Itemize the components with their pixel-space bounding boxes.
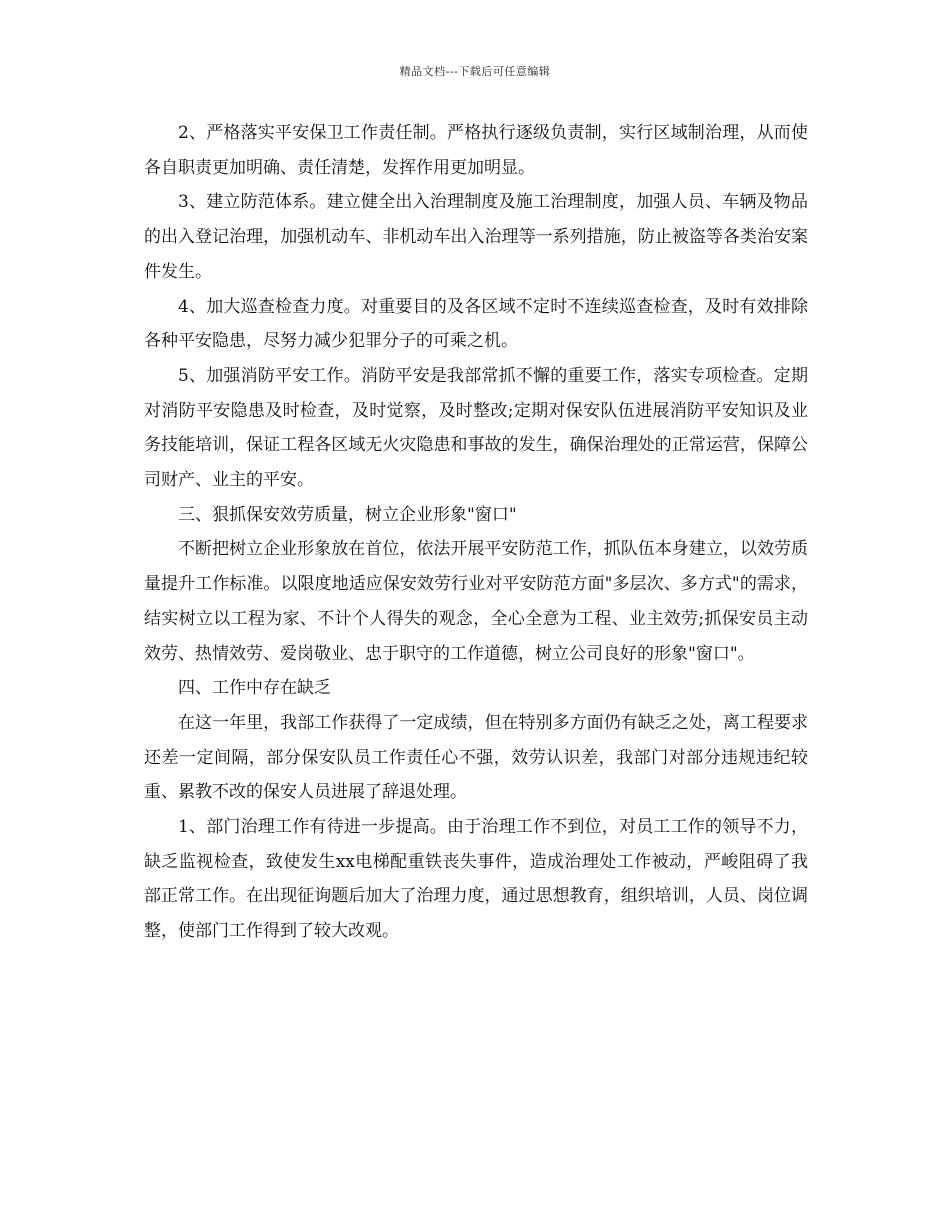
paragraph-prevention-system: 3、建立防范体系。建立健全出入治理制度及施工治理制度，加强人员、车辆及物品的出入登记治理，加强机动车、非机动车出入治理等一系列措施，防止被盗等各类治安案件发生。 bbox=[144, 192, 808, 282]
section-heading-service-quality: 三、狠抓保安效劳质量，树立企业形象"窗口" bbox=[178, 504, 517, 525]
document-body bbox=[144, 116, 808, 949]
paragraph-shortcomings: 在这一年里，我部工作获得了一定成绩，但在特别多方面仍有缺乏之处，离工程要求还差一定间隔，部分保安队员工作责任心不强，效劳认识差，我部门对部分违规违纪较重、累教不改的保安人员进展了辞退处理。 bbox=[144, 712, 808, 803]
paragraph-responsibility-system: 2、严格落实平安保卫工作责任制。严格执行逐级负责制，实行区域制治理，从而使各自职责更加明确、责任清楚，发挥作用更加明显。 bbox=[144, 123, 808, 178]
paragraph-service-quality: 不断把树立企业形象放在首位，依法开展平安防范工作，抓队伍本身建立，以效劳质量提升工作标准。以限度地适应保安效劳行业对平安防范方面"多层次、多方式"的需求，结实树立以工程为家、不计个人得失的观念，全心全意为工程、业主效劳;抓保安员主动效劳、热情效劳、爱岗敬业、忠于职守的工作道德，树立公司良好的形象"窗口"。 bbox=[144, 539, 808, 664]
section-heading-shortcomings: 四、工作中存在缺乏 bbox=[178, 678, 331, 699]
paragraph-management-improvement: 1、部门治理工作有待进一步提高。由于治理工作不到位，对员工工作的领导不力，缺乏监视检查，致使发生xx电梯配重铁丧失事件，造成治理处工作被动，严峻阻碍了我部正常工作。在出现征询题后加大了治理力度，通过思想教育，组织培训，人员、岗位调整，使部门工作得到了较大改观。 bbox=[144, 817, 808, 942]
page-header: 精品文档---下载后可任意编辑 bbox=[399, 65, 551, 78]
paragraph-patrol-inspection: 4、加大巡查检查力度。对重要目的及各区域不定时不连续巡查检查，及时有效排除各种平安隐患，尽努力减少犯罪分子的可乘之机。 bbox=[144, 296, 808, 352]
paragraph-fire-safety: 5、加强消防平安工作。消防平安是我部常抓不懈的重要工作，落实专项检查。定期对消防平安隐患及时检查，及时觉察，及时整改;定期对保安队伍进展消防平安知识及业务技能培训，保证工程各区域无火灾隐患和事故的发生，确保治理处的正常运营，保障公司财产、业主的平安。 bbox=[144, 365, 808, 491]
